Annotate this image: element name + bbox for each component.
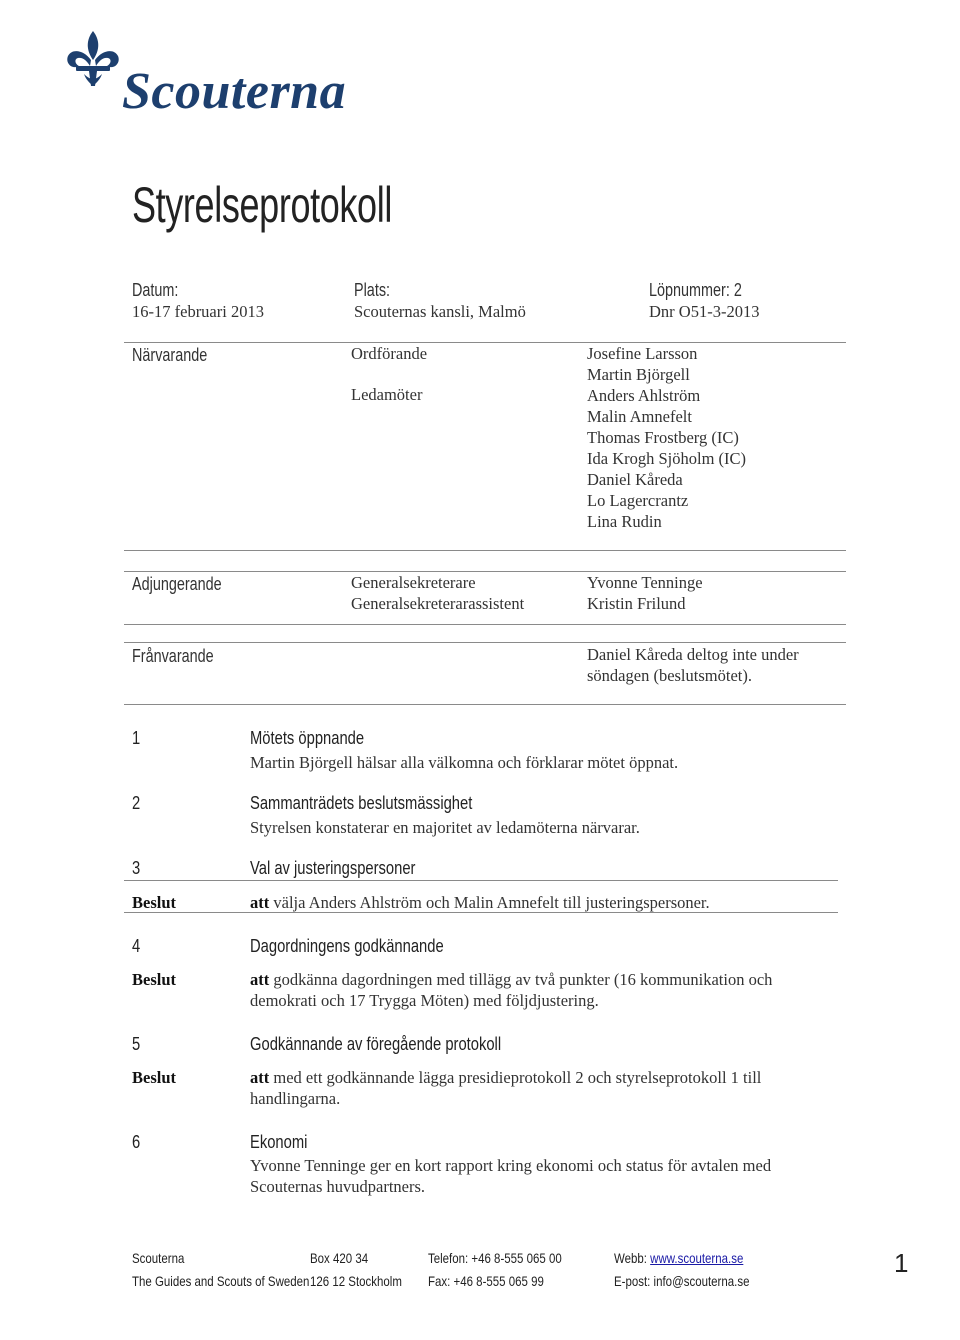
narvarande-label: Närvarande bbox=[132, 345, 208, 365]
member-name: Josefine Larsson bbox=[587, 344, 698, 363]
ledamoter-role: Ledamöter bbox=[351, 385, 423, 404]
item-heading: Godkännande av föregående protokoll bbox=[250, 1034, 502, 1054]
footer-postal: 126 12 Stockholm bbox=[310, 1273, 402, 1289]
divider bbox=[124, 642, 846, 643]
footer-org-en: The Guides and Scouts of Sweden bbox=[132, 1273, 310, 1289]
adj-role: Generalsekreterarassistent bbox=[351, 594, 525, 613]
member-name: Lo Lagercrantz bbox=[587, 491, 689, 510]
brand-wordmark: Scouterna bbox=[122, 63, 347, 120]
beslut-label: Beslut bbox=[132, 893, 177, 912]
footer-email: E-post: info@scouterna.se bbox=[614, 1273, 750, 1289]
adj-names bbox=[587, 572, 703, 614]
web-label: Webb: bbox=[614, 1250, 651, 1266]
item-decision bbox=[250, 1067, 761, 1109]
adj-role: Generalsekreterare bbox=[351, 573, 476, 592]
note-line: Daniel Kåreda deltog inte under bbox=[587, 645, 799, 664]
decision-text: välja Anders Ahlström och Malin Amnefelt till justeringspersoner. bbox=[269, 893, 710, 912]
member-name: Ida Krogh Sjöholm (IC) bbox=[587, 449, 747, 468]
att-keyword: att bbox=[250, 893, 270, 912]
item-number: 2 bbox=[132, 793, 141, 813]
footer-box: Box 420 34 bbox=[310, 1250, 369, 1266]
divider bbox=[124, 912, 838, 913]
logo bbox=[62, 28, 362, 118]
member-name: Thomas Frostberg (IC) bbox=[587, 428, 739, 447]
page-number: 1 bbox=[894, 1248, 909, 1278]
item-text bbox=[250, 1155, 771, 1197]
item-heading: Mötets öppnande bbox=[250, 728, 365, 748]
item-number: 6 bbox=[132, 1132, 141, 1152]
beslut-label: Beslut bbox=[132, 970, 177, 989]
item-text: Styrelsen konstaterar en majoritet av ledamöterna närvarar. bbox=[250, 818, 640, 837]
member-list bbox=[587, 343, 746, 532]
item-heading: Ekonomi bbox=[250, 1132, 308, 1152]
beslut-label: Beslut bbox=[132, 1068, 177, 1087]
decision-text: handlingarna. bbox=[250, 1089, 341, 1108]
adj-name: Yvonne Tenninge bbox=[587, 573, 703, 592]
att-keyword: att bbox=[250, 1068, 270, 1087]
item-number: 3 bbox=[132, 858, 141, 878]
item-text: Martin Björgell hälsar alla välkomna och förklarar mötet öppnat. bbox=[250, 753, 679, 772]
text-line: Yvonne Tenninge ger en kort rapport kring ekonomi och status för avtalen med bbox=[250, 1156, 772, 1175]
footer-web bbox=[614, 1250, 743, 1266]
member-name: Anders Ahlström bbox=[587, 386, 701, 405]
page-title: Styrelseprotokoll bbox=[132, 177, 392, 233]
divider bbox=[124, 704, 846, 705]
item-heading: Val av justeringspersoner bbox=[250, 858, 416, 878]
franvarande-label: Frånvarande bbox=[132, 646, 214, 666]
dnr-value: Dnr O51-3-2013 bbox=[649, 302, 760, 321]
item-number: 4 bbox=[132, 936, 141, 956]
item-decision bbox=[250, 969, 772, 1011]
divider bbox=[124, 880, 838, 881]
footer-fax: Fax: +46 8-555 065 99 bbox=[428, 1273, 544, 1289]
fleur-de-lis-icon bbox=[62, 28, 124, 90]
decision-text: med ett godkännande lägga presidieprotokoll 2 och styrelseprotokoll 1 till bbox=[269, 1068, 762, 1087]
decision-text: demokrati och 17 Trygga Möten) med följdjustering. bbox=[250, 991, 599, 1010]
decision-text: godkänna dagordningen med tillägg av två punkter (16 kommunikation och bbox=[269, 970, 773, 989]
adjungerande-label: Adjungerande bbox=[132, 574, 222, 594]
website-link[interactable]: www.scouterna.se bbox=[650, 1250, 744, 1266]
footer-org: Scouterna bbox=[132, 1250, 185, 1266]
datum-value: 16-17 februari 2013 bbox=[132, 302, 264, 321]
member-name: Lina Rudin bbox=[587, 512, 662, 531]
footer-phone: Telefon: +46 8-555 065 00 bbox=[428, 1250, 562, 1266]
note-line: söndagen (beslutsmötet). bbox=[587, 666, 752, 685]
member-name: Daniel Kåreda bbox=[587, 470, 683, 489]
item-number: 1 bbox=[132, 728, 141, 748]
item-decision bbox=[250, 892, 710, 913]
divider bbox=[124, 550, 846, 551]
divider bbox=[124, 624, 846, 625]
item-number: 5 bbox=[132, 1034, 141, 1054]
ordforande-role: Ordförande bbox=[351, 344, 428, 363]
adj-roles bbox=[351, 572, 524, 614]
plats-value: Scouternas kansli, Malmö bbox=[354, 302, 526, 321]
item-heading: Sammanträdets beslutsmässighet bbox=[250, 793, 473, 813]
text-line: Scouternas huvudpartners. bbox=[250, 1177, 426, 1196]
adj-name: Kristin Frilund bbox=[587, 594, 686, 613]
member-name: Martin Björgell bbox=[587, 365, 690, 384]
member-name: Malin Amnefelt bbox=[587, 407, 692, 426]
att-keyword: att bbox=[250, 970, 270, 989]
franvarande-note bbox=[587, 644, 799, 686]
item-heading: Dagordningens godkännande bbox=[250, 936, 444, 956]
datum-label: Datum: bbox=[132, 280, 179, 300]
lopnummer-label: Löpnummer: 2 bbox=[649, 280, 742, 300]
plats-label: Plats: bbox=[354, 280, 391, 300]
